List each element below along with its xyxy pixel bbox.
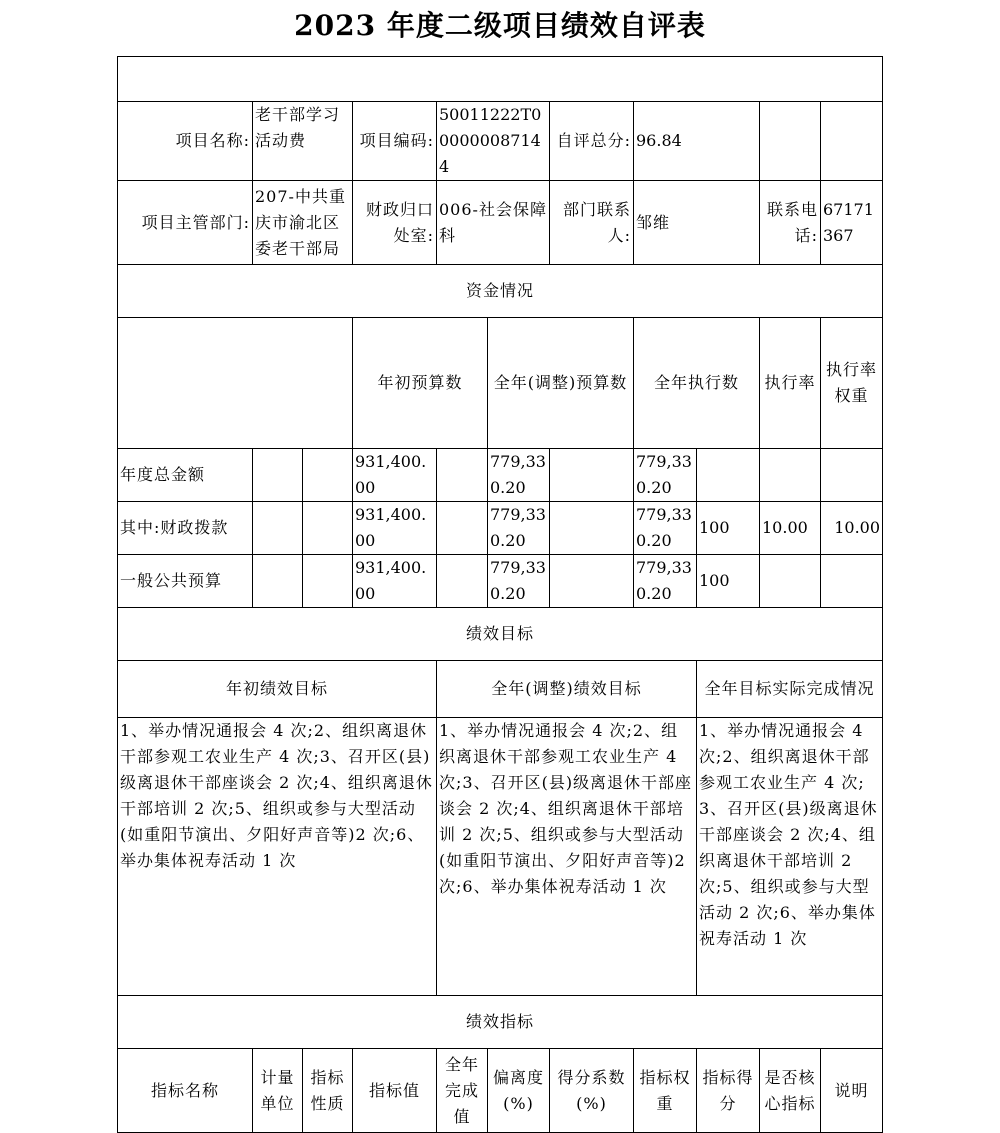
indicators-section-row bbox=[118, 996, 883, 1049]
funds-score-value bbox=[821, 449, 883, 502]
funds-weight-value bbox=[760, 449, 821, 502]
phone-value: 67171367 bbox=[821, 181, 883, 265]
empty-cell bbox=[550, 449, 634, 502]
funds-header-adjusted: 全年(调整)预算数 bbox=[488, 318, 634, 449]
indicator-header-deviation: 偏离度(%) bbox=[488, 1049, 550, 1133]
score-value: 96.84 bbox=[634, 102, 760, 181]
funds-rate-value: 100 bbox=[697, 555, 760, 608]
funds-adjusted-value: 779,330.20 bbox=[488, 449, 550, 502]
blank-cell bbox=[118, 57, 883, 102]
funds-row-label: 其中:财政拨款 bbox=[118, 502, 253, 555]
funds-rate-value bbox=[697, 449, 760, 502]
office-value: 006-社会保障科 bbox=[437, 181, 550, 265]
funds-row-fiscal bbox=[118, 502, 883, 555]
funds-rate-value: 100 bbox=[697, 502, 760, 555]
project-row-2 bbox=[118, 181, 883, 265]
indicators-section-title: 绩效指标 bbox=[118, 996, 883, 1049]
funds-section-title: 资金情况 bbox=[118, 265, 883, 318]
empty-cell bbox=[303, 555, 353, 608]
funds-weight-value bbox=[760, 555, 821, 608]
indicator-header-core: 是否核心指标 bbox=[760, 1049, 821, 1133]
page-title: 2023 年度二级项目绩效自评表 bbox=[294, 9, 706, 42]
empty-cell bbox=[821, 102, 883, 181]
funds-row-public bbox=[118, 555, 883, 608]
blank-row bbox=[118, 57, 883, 102]
goals-header-row bbox=[118, 661, 883, 718]
dept-value: 207-中共重庆市渝北区委老干部局 bbox=[253, 181, 353, 265]
indicator-header-note: 说明 bbox=[821, 1049, 883, 1133]
goals-header-adjusted: 全年(调整)绩效目标 bbox=[437, 661, 697, 718]
goals-content-row bbox=[118, 718, 883, 996]
funds-adjusted-value: 779,330.20 bbox=[488, 555, 550, 608]
funds-initial-value: 931,400.00 bbox=[353, 502, 437, 555]
funds-score-value: 10.00 bbox=[821, 502, 883, 555]
empty-cell bbox=[550, 555, 634, 608]
empty-cell bbox=[437, 502, 488, 555]
project-name-label: 项目名称: bbox=[118, 102, 253, 181]
funds-executed-value: 779,330.20 bbox=[634, 502, 697, 555]
funds-executed-value: 779,330.20 bbox=[634, 449, 697, 502]
empty-cell bbox=[303, 502, 353, 555]
funds-adjusted-value: 779,330.20 bbox=[488, 502, 550, 555]
contact-value: 邹维 bbox=[634, 181, 760, 265]
funds-executed-value: 779,330.20 bbox=[634, 555, 697, 608]
empty-cell bbox=[437, 449, 488, 502]
funds-row-total bbox=[118, 449, 883, 502]
goals-actual-text: 1、举办情况通报会 4 次;2、组织离退休干部参观工农业生产 4 次;3、召开区(县)级离退休干部座谈会 2 次;4、组织离退休干部培训 2 次;5、组织或参与大型活动 2 次;6、举办集体祝寿活动 1 次 bbox=[697, 718, 883, 996]
score-label: 自评总分: bbox=[550, 102, 634, 181]
empty-cell bbox=[118, 318, 353, 449]
empty-cell bbox=[253, 449, 303, 502]
empty-cell bbox=[437, 555, 488, 608]
funds-weight-value: 10.00 bbox=[760, 502, 821, 555]
funds-row-label: 年度总金额 bbox=[118, 449, 253, 502]
contact-label: 部门联系人: bbox=[550, 181, 634, 265]
funds-header-weight: 执行率权重 bbox=[821, 318, 883, 449]
indicator-header-unit: 计量单位 bbox=[253, 1049, 303, 1133]
project-code-value: 50011222T000000087144 bbox=[437, 102, 550, 181]
project-name-value: 老干部学习活动费 bbox=[253, 102, 353, 181]
funds-header-rate: 执行率 bbox=[760, 318, 821, 449]
goals-adjusted-text: 1、举办情况通报会 4 次;2、组织离退休干部参观工农业生产 4 次;3、召开区(县)级离退休干部座谈会 2 次;4、组织离退休干部培训 2 次;5、组织或参与大型活动(如重阳节演出、夕阳好声音等)2 次;6、举办集体祝寿活动 1 次 bbox=[437, 718, 697, 996]
indicator-header-value: 指标值 bbox=[353, 1049, 437, 1133]
funds-initial-value: 931,400.00 bbox=[353, 449, 437, 502]
funds-header-row bbox=[118, 318, 883, 449]
funds-initial-value: 931,400.00 bbox=[353, 555, 437, 608]
funds-section-row bbox=[118, 265, 883, 318]
funds-header-executed: 全年执行数 bbox=[634, 318, 760, 449]
empty-cell bbox=[303, 449, 353, 502]
indicator-header-nature: 指标性质 bbox=[303, 1049, 353, 1133]
project-code-label: 项目编码: bbox=[353, 102, 437, 181]
goals-section-row bbox=[118, 608, 883, 661]
indicator-header-coefficient: 得分系数(%) bbox=[550, 1049, 634, 1133]
funds-score-value bbox=[821, 555, 883, 608]
office-label: 财政归口处室: bbox=[353, 181, 437, 265]
empty-cell bbox=[253, 502, 303, 555]
indicators-header-row bbox=[118, 1049, 883, 1133]
evaluation-table bbox=[117, 56, 883, 1133]
empty-cell bbox=[253, 555, 303, 608]
indicator-header-weight: 指标权重 bbox=[634, 1049, 697, 1133]
empty-cell bbox=[550, 502, 634, 555]
empty-cell bbox=[760, 102, 821, 181]
indicator-header-name: 指标名称 bbox=[118, 1049, 253, 1133]
goals-section-title: 绩效目标 bbox=[118, 608, 883, 661]
indicator-header-score: 指标得分 bbox=[697, 1049, 760, 1133]
funds-header-initial: 年初预算数 bbox=[353, 318, 488, 449]
goals-header-initial: 年初绩效目标 bbox=[118, 661, 437, 718]
goals-header-actual: 全年目标实际完成情况 bbox=[697, 661, 883, 718]
funds-row-label: 一般公共预算 bbox=[118, 555, 253, 608]
dept-label: 项目主管部门: bbox=[118, 181, 253, 265]
goals-initial-text: 1、举办情况通报会 4 次;2、组织离退休干部参观工农业生产 4 次;3、召开区(县)级离退休干部座谈会 2 次;4、组织离退休干部培训 2 次;5、组织或参与大型活动(如重阳节演出、夕阳好声音等)2 次;6、举办集体祝寿活动 1 次 bbox=[118, 718, 437, 996]
phone-label: 联系电话: bbox=[760, 181, 821, 265]
indicator-header-completed: 全年完成值 bbox=[437, 1049, 488, 1133]
project-row-1 bbox=[118, 102, 883, 181]
